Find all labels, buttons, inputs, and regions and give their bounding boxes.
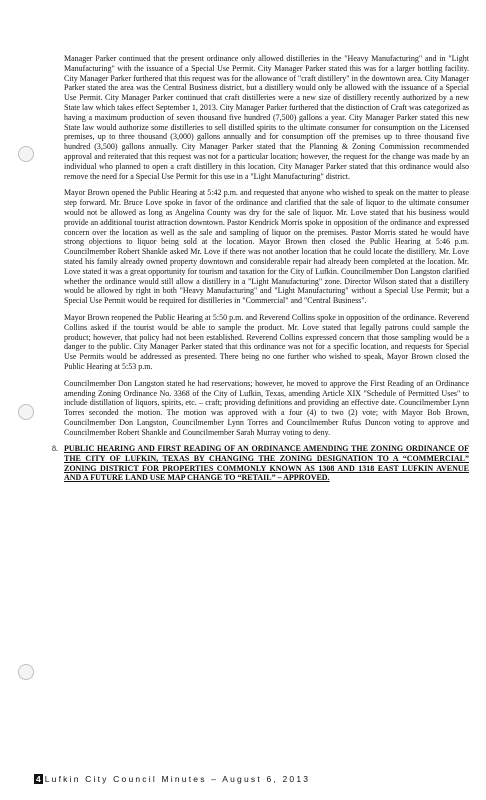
- minutes-body: [52, 54, 469, 483]
- page-footer: [34, 774, 454, 784]
- paragraph: Councilmember Don Langston stated he had reservations; however, he moved to approve the First Reading of an Ordinance amending Zoning Ordinance No. 3368 of the City of Lufkin, Texas, amending Article XIX "Schedule of Permitted Uses" to include distillation of liquors, spirits, etc. – craft; providing definitions and providing an effective date. Councilmember Lynn Torres seconded the motion. The motion was approved with a four (4) to two (2) vote; with Mayor Bob Brown, Councilmember Don Langston, Councilmember Lynn Torres and Councilmember Rufus Duncon voting to approve and Councilmember Robert Shankle and Councilmember Sarah Murray voting to deny.: [64, 378, 469, 437]
- binder-hole: [18, 664, 34, 680]
- agenda-item: [52, 444, 469, 483]
- paragraph: Mayor Brown reopened the Public Hearing at 5:50 p.m. and Reverend Collins spoke in opposition of the ordinance. Reverend Collins asked if the tourist would be able to sample the product. Mr. Love stated that legally patrons could sample the product; however, that policy had not been established. Reverend Collins expressed concern that those sampling would be a danger to the public. City Manager Parker stated that this ordinance was not for a specific location, and requests for Special Use Permits would be addressed as presented. There being no one further who wished to speak, Mayor Brown closed the Public Hearing at 5:53 p.m.: [64, 312, 469, 371]
- paragraph: Manager Parker continued that the present ordinance only allowed distilleries in the "Heavy Manufacturing" and in "Light Manufacturing" with the issuance of a Special Use Permit. City Manager Parker stated this was for a larger bottling facility. City Manager Parker furthered that this request was for the allowance of "craft distillery" in the downtown area. City Manager Parker stated the area was the Central Business district, but a distillery would only be allowed with the issuance of a Special Use Permit. City Manager Parker continued that craft distilleries were a new size of distillery recently authorized by a new State law which takes effect September 1, 2013. City Manager Parker furthered that the distinction of Craft was categorized as having a maximum production of seven thousand five hundred (7,500) gallons a year. City Manager Parker stated this new State law would authorize some distilleries to sell distilled spirits to the ultimate consumer for consumption on the Licensed premises, up to three thousand (3,000) gallons annually and for consumption off the premises up to three thousand five hundred (3,500) gallons annually. City Manager Parker stated that the Planning & Zoning Commission recommended approval and reiterated that this request was not for a particular location; however, the request for the change was made by an individual who planned to open a craft distillery in this location. City Manager Parker stated that this ordinance would also remove the need for a Special Use Permit for this use in a "Light Manufacturing" district.: [64, 54, 469, 181]
- page-number: 4: [36, 774, 41, 784]
- scan-top-edge: [0, 0, 486, 54]
- agenda-item-title: PUBLIC HEARING AND FIRST READING OF AN ORDINANCE AMENDING THE ZONING ORDINANCE OF THE CITY OF LUFKIN, TEXAS BY CHANGING THE ZONING DESIGNATION TO A “COMMERCIAL” ZONING DISTRICT FOR PROPERTIES COMMONLY KNOWN AS 1308 AND 1318 EAST LUFKIN AVENUE AND A FUTURE LAND USE MAP CHANGE TO “RETAIL” – APPROVED.: [64, 444, 469, 483]
- paragraph: Mayor Brown opened the Public Hearing at 5:42 p.m. and requested that anyone who wished to speak on the matter to please step forward. Mr. Bruce Love spoke in favor of the ordinance and clarified that the sale of liquor to the ultimate consumer would not be allowed as long as Angelina County was dry for the sale of liquor. Mr. Love stated that his business would provide an additional tourist attraction downtown. Pastor Kendrick Morris spoke in opposition of the ordinance and expressed concern over the location as well as the sale and sampling of liquor on the premises. Pastor Morris stated he would have strong objections to liquor being sold at the location. Mayor Brown then closed the Public Hearing at 5:46 p.m. Councilmember Robert Shankle asked Mr. Love if there was not another location that he could locate the distillery. Mr. Love stated his family already owned property downtown and considerable repair had already been completed at the location. Mr. Love stated it was a great opportunity for tourism and taxation for the City of Lufkin. Councilmember Don Langston clarified whether the ordinance would still allow a distillery in a "Light Manufacturing" zone. Director Wilson stated that a distillery would be allowed by right in both "Heavy Manufacturing" and "Light Manufacturing" without a Special Use Permit; but a Special Use Permit would be required for distilleries in "Commercial" and "Central Business".: [64, 188, 469, 306]
- binder-hole: [18, 404, 34, 420]
- agenda-item-number: 8.: [52, 444, 58, 454]
- binder-hole: [18, 146, 34, 162]
- footer-title: Lufkin City Council Minutes – August 6, 2013: [44, 774, 311, 784]
